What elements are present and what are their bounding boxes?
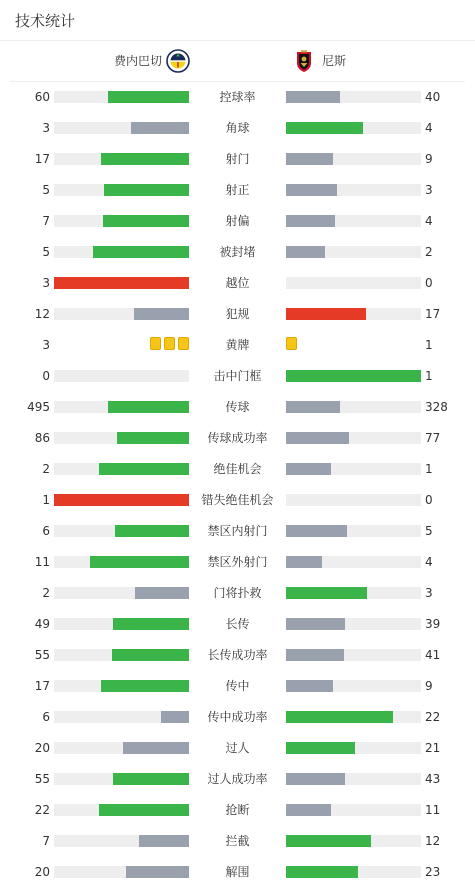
stat-label: 传球 <box>225 400 250 414</box>
home-team[interactable] <box>114 41 190 81</box>
away-bar-track <box>286 618 421 630</box>
away-bar-track <box>286 246 421 258</box>
away-bar-track <box>286 184 421 196</box>
home-bar-track <box>54 277 189 289</box>
away-bar-track <box>286 556 421 568</box>
home-bar-track <box>54 370 189 382</box>
away-bar-track <box>286 680 421 692</box>
away-value: 22 <box>425 710 441 724</box>
stat-label: 错失绝佳机会 <box>201 493 274 507</box>
away-value: 23 <box>425 865 441 879</box>
yellow-card-icon <box>286 337 297 350</box>
stat-row <box>0 671 475 702</box>
away-value: 0 <box>425 493 433 507</box>
away-value: 3 <box>425 586 433 600</box>
home-bar-fill <box>134 308 189 320</box>
stat-label: 禁区外射门 <box>207 555 268 569</box>
home-value: 3 <box>42 338 50 352</box>
home-bar-fill <box>108 401 189 413</box>
away-bar-fill <box>286 804 331 816</box>
home-bar-fill <box>139 835 189 847</box>
stat-row <box>0 547 475 578</box>
stat-row <box>0 578 475 609</box>
away-value: 17 <box>425 307 441 321</box>
stat-label: 传球成功率 <box>207 431 268 445</box>
stat-label: 禁区内射门 <box>207 524 268 538</box>
stat-label: 绝佳机会 <box>213 462 262 476</box>
stat-row <box>0 361 475 392</box>
home-bar-fill <box>126 866 189 878</box>
away-bar-fill <box>286 680 333 692</box>
stat-row <box>0 175 475 206</box>
home-value: 7 <box>42 214 50 228</box>
home-bar-track <box>54 246 189 258</box>
home-value: 20 <box>34 865 50 879</box>
away-bar-track <box>286 401 421 413</box>
away-bar-track <box>286 308 421 320</box>
home-value: 55 <box>34 648 50 662</box>
home-value: 2 <box>42 462 50 476</box>
stat-label: 被封堵 <box>219 245 256 259</box>
away-bar-fill <box>286 618 345 630</box>
fenerbahce-badge-icon <box>166 49 190 73</box>
home-value: 49 <box>34 617 50 631</box>
away-bar-fill <box>286 556 322 568</box>
home-bar-track <box>54 680 189 692</box>
home-bar-track <box>54 525 189 537</box>
away-value: 1 <box>425 338 433 352</box>
away-bar-fill <box>286 91 340 103</box>
home-bar-fill <box>113 773 189 785</box>
away-value: 5 <box>425 524 433 538</box>
away-value: 41 <box>425 648 441 662</box>
away-bar-fill <box>286 711 393 723</box>
home-value: 12 <box>34 307 50 321</box>
away-bar-track <box>286 463 421 475</box>
teams-header <box>10 41 465 82</box>
stat-label: 解围 <box>225 865 250 879</box>
away-bar-track <box>286 866 421 878</box>
home-bar-track <box>54 773 189 785</box>
stat-label: 传中成功率 <box>207 710 268 724</box>
stat-row <box>0 268 475 299</box>
stat-row <box>0 702 475 733</box>
home-bar-fill <box>117 432 189 444</box>
stat-label: 传中 <box>225 679 250 693</box>
away-bar-fill <box>286 370 421 382</box>
away-bar-fill <box>286 866 358 878</box>
away-value: 43 <box>425 772 441 786</box>
home-bar-fill <box>90 556 189 568</box>
nice-badge-icon <box>292 49 316 73</box>
away-bar-track <box>286 525 421 537</box>
home-bar-track <box>54 742 189 754</box>
home-bar-track <box>54 432 189 444</box>
home-value: 7 <box>42 834 50 848</box>
stat-label: 控球率 <box>219 90 256 104</box>
away-bar-track <box>286 370 421 382</box>
away-bar-fill <box>286 525 347 537</box>
away-bar-fill <box>286 463 331 475</box>
stat-label: 犯规 <box>225 307 250 321</box>
away-value: 77 <box>425 431 441 445</box>
home-value: 60 <box>34 90 50 104</box>
stat-label: 长传 <box>225 617 250 631</box>
away-value: 4 <box>425 121 433 135</box>
away-value: 3 <box>425 183 433 197</box>
home-bar-fill <box>161 711 189 723</box>
stat-row <box>0 144 475 175</box>
away-value: 12 <box>425 834 441 848</box>
stat-row <box>0 764 475 795</box>
home-bar-fill <box>99 463 189 475</box>
home-bar-track <box>54 835 189 847</box>
home-bar-fill <box>113 618 189 630</box>
home-value: 20 <box>34 741 50 755</box>
stats-list <box>0 82 475 888</box>
stat-row <box>0 82 475 113</box>
away-value: 4 <box>425 555 433 569</box>
away-bar-fill <box>286 246 325 258</box>
home-bar-track <box>54 215 189 227</box>
away-bar-track <box>286 153 421 165</box>
home-value: 5 <box>42 183 50 197</box>
away-bar-fill <box>286 773 345 785</box>
home-bar-track <box>54 91 189 103</box>
away-bar-fill <box>286 587 367 599</box>
home-bar-fill <box>101 153 189 165</box>
away-value: 9 <box>425 679 433 693</box>
stat-row <box>0 826 475 857</box>
stat-label: 门将扑救 <box>213 586 262 600</box>
stat-label: 射门 <box>225 152 250 166</box>
away-bar-track <box>286 277 421 289</box>
stat-label: 过人成功率 <box>207 772 268 786</box>
home-bar-track <box>54 866 189 878</box>
away-bar-fill <box>286 308 366 320</box>
home-bar-fill <box>99 804 189 816</box>
away-value: 21 <box>425 741 441 755</box>
home-bar-track <box>54 649 189 661</box>
home-value: 3 <box>42 276 50 290</box>
home-value: 11 <box>34 555 50 569</box>
home-bar-fill <box>123 742 189 754</box>
away-bar-track <box>286 835 421 847</box>
home-value: 6 <box>42 710 50 724</box>
stat-label: 过人 <box>225 741 250 755</box>
away-value: 39 <box>425 617 441 631</box>
away-value: 40 <box>425 90 441 104</box>
home-bar-fill <box>108 91 189 103</box>
away-value: 4 <box>425 214 433 228</box>
home-value: 2 <box>42 586 50 600</box>
away-value: 9 <box>425 152 433 166</box>
away-bar-fill <box>286 401 340 413</box>
home-bar-fill <box>54 277 189 289</box>
away-team-name: 尼斯 <box>322 54 347 68</box>
home-bar-track <box>54 587 189 599</box>
away-bar-track <box>286 432 421 444</box>
stat-label: 射正 <box>225 183 250 197</box>
away-value: 1 <box>425 462 433 476</box>
home-bar-fill <box>112 649 189 661</box>
home-bar-track <box>54 308 189 320</box>
away-bar-track <box>286 91 421 103</box>
stat-row <box>0 640 475 671</box>
away-bar-fill <box>286 153 333 165</box>
home-team-name: 费内巴切 <box>113 54 162 68</box>
away-bar-fill <box>286 184 337 196</box>
stat-label: 长传成功率 <box>207 648 268 662</box>
home-value: 3 <box>42 121 50 135</box>
home-bar-track <box>54 184 189 196</box>
home-bar-fill <box>103 215 189 227</box>
away-bar-track <box>286 773 421 785</box>
home-value: 22 <box>34 803 50 817</box>
stat-label: 越位 <box>225 276 250 290</box>
away-bar-fill <box>286 215 335 227</box>
home-value: 17 <box>34 152 50 166</box>
home-bar-fill <box>54 494 189 506</box>
away-yellow-cards <box>286 337 297 351</box>
stat-row <box>0 206 475 237</box>
stat-row <box>0 857 475 888</box>
section-title: 技术统计 <box>15 12 76 30</box>
home-bar-fill <box>115 525 189 537</box>
home-value: 17 <box>34 679 50 693</box>
away-value: 0 <box>425 276 433 290</box>
stat-label: 拦截 <box>225 834 250 848</box>
away-bar-fill <box>286 432 349 444</box>
home-yellow-cards <box>150 337 189 351</box>
stat-label: 黄牌 <box>225 338 250 352</box>
home-bar-fill <box>131 122 189 134</box>
away-value: 1 <box>425 369 433 383</box>
stat-label: 抢断 <box>225 803 250 817</box>
away-bar-track <box>286 494 421 506</box>
yellow-card-icon <box>150 337 161 350</box>
stat-label: 射偏 <box>225 214 250 228</box>
home-value: 6 <box>42 524 50 538</box>
home-bar-track <box>54 463 189 475</box>
stat-row <box>0 485 475 516</box>
yellow-card-icon <box>164 337 175 350</box>
home-bar-track <box>54 401 189 413</box>
stat-label: 击中门框 <box>213 369 262 383</box>
stat-row <box>0 516 475 547</box>
home-bar-track <box>54 556 189 568</box>
away-value: 11 <box>425 803 441 817</box>
stat-row <box>0 609 475 640</box>
home-value: 86 <box>34 431 50 445</box>
stat-row <box>0 237 475 268</box>
away-bar-track <box>286 649 421 661</box>
home-bar-track <box>54 618 189 630</box>
stat-row <box>0 299 475 330</box>
away-team[interactable] <box>292 41 346 81</box>
home-bar-fill <box>101 680 189 692</box>
away-bar-fill <box>286 835 371 847</box>
stat-row <box>0 454 475 485</box>
home-value: 495 <box>27 400 50 414</box>
away-bar-track <box>286 742 421 754</box>
home-value: 0 <box>42 369 50 383</box>
stat-row <box>0 733 475 764</box>
stat-row <box>0 423 475 454</box>
home-bar-track <box>54 494 189 506</box>
away-bar-track <box>286 804 421 816</box>
away-bar-track <box>286 711 421 723</box>
home-bar-fill <box>135 587 189 599</box>
away-value: 328 <box>425 400 448 414</box>
away-value: 2 <box>425 245 433 259</box>
home-value: 1 <box>42 493 50 507</box>
away-bar-fill <box>286 742 355 754</box>
stat-row <box>0 113 475 144</box>
home-value: 55 <box>34 772 50 786</box>
away-bar-fill <box>286 122 363 134</box>
home-bar-track <box>54 122 189 134</box>
stat-label: 角球 <box>225 121 250 135</box>
home-value: 5 <box>42 245 50 259</box>
home-bar-track <box>54 804 189 816</box>
stat-row <box>0 795 475 826</box>
home-bar-track <box>54 153 189 165</box>
home-bar-fill <box>93 246 189 258</box>
away-bar-fill <box>286 649 344 661</box>
home-bar-track <box>54 711 189 723</box>
stat-row <box>0 330 475 361</box>
stat-row <box>0 392 475 423</box>
away-bar-track <box>286 215 421 227</box>
home-bar-fill <box>104 184 189 196</box>
away-bar-track <box>286 122 421 134</box>
yellow-card-icon <box>178 337 189 350</box>
away-bar-track <box>286 587 421 599</box>
